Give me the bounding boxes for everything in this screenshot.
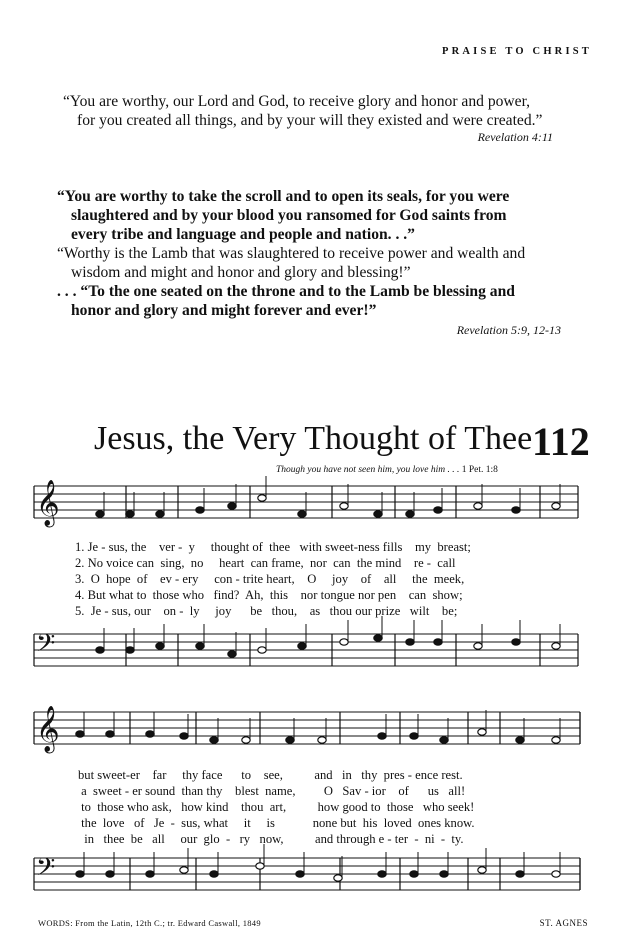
reading-2-line-5: wisdom and might and honor and glory and blessing!” [71, 264, 411, 281]
reading-1-line-1: “You are worthy, our Lord and God, to receive glory and honor and power, [63, 93, 531, 110]
treble-clef: 𝄞 [36, 480, 60, 526]
note-head [126, 511, 134, 517]
note-head [242, 737, 250, 743]
note-head [228, 503, 236, 509]
note-head [334, 875, 342, 881]
reading-2-line-7: honor and glory and might forever and ever!” [71, 302, 377, 319]
note-head [340, 639, 348, 645]
note-head [318, 737, 326, 743]
note-head [410, 733, 418, 739]
note-head [552, 643, 560, 649]
note-head [516, 737, 524, 743]
note-head [256, 863, 264, 869]
note-head [106, 871, 114, 877]
note-head [196, 643, 204, 649]
note-head [296, 871, 304, 877]
note-head [76, 731, 84, 737]
note-head [126, 647, 134, 653]
note-head [210, 871, 218, 877]
epigraph-text: Though you have not seen him, you love him . . . [276, 465, 460, 475]
note-head [516, 871, 524, 877]
verse-line: 5. Je - sus, our on - ly joy be thou, as thou our prize wilt be; [75, 604, 458, 618]
hymn-number: 112 [532, 419, 590, 464]
reading-2-line-2: slaughtered and by your blood you ransomed for God saints from [71, 207, 507, 224]
note-head [146, 871, 154, 877]
note-head [440, 737, 448, 743]
verse-line: 4. But what to those who find? Ah, this nor tongue nor pen can show; [75, 588, 463, 602]
running-header: PRAISE TO CHRIST [441, 46, 592, 57]
note-head [180, 733, 188, 739]
verse-line: but sweet-er far thy face to see, and in thy pres - ence rest. [78, 768, 463, 782]
verse-line: 2. No voice can sing, no heart can frame, nor can the mind re - call [75, 556, 456, 570]
note-head [258, 647, 266, 653]
note-head [196, 507, 204, 513]
reading-1-citation: Revelation 4:11 [477, 130, 553, 144]
note-head [552, 503, 560, 509]
note-head [478, 729, 486, 735]
note-head [552, 871, 560, 877]
hymn-title: Jesus, the Very Thought of Thee [94, 420, 533, 457]
tune-name: ST. AGNES [539, 918, 588, 928]
verse-line: 1. Je - sus, the ver - y thought of thee with sweet-ness fills my breast; [75, 540, 471, 554]
note-head [478, 867, 486, 873]
reading-2-citation: Revelation 5:9, 12-13 [456, 323, 561, 337]
note-head [374, 635, 382, 641]
note-head [210, 737, 218, 743]
verse-line: to those who ask, how kind thou art, how good to those who seek! [78, 800, 475, 814]
note-head [434, 639, 442, 645]
note-head [440, 871, 448, 877]
note-head [552, 737, 560, 743]
reading-2-line-4: “Worthy is the Lamb that was slaughtered to receive power and wealth and [57, 245, 526, 262]
note-head [146, 731, 154, 737]
verse-line: in thee be all our glo - ry now, and through e - ter - ni - ty. [78, 832, 464, 846]
note-head [474, 643, 482, 649]
treble-clef: 𝄞 [36, 706, 60, 752]
note-head [258, 495, 266, 501]
bass-clef: 𝄢 [36, 629, 56, 664]
reading-2-line-3: every tribe and language and people and nation. . .” [71, 226, 415, 243]
note-head [512, 639, 520, 645]
note-head [378, 733, 386, 739]
note-head [96, 647, 104, 653]
note-head [228, 651, 236, 657]
verse-line: 3. O hope of ev - ery con - trite heart, O joy of all the meek, [75, 572, 465, 586]
verse-line: a sweet - er sound than thy blest name, O Sav - ior of us all! [78, 784, 466, 798]
note-head [374, 511, 382, 517]
note-head [298, 643, 306, 649]
verse-line: the love of Je - sus, what it is none but his loved ones know. [78, 816, 475, 830]
reading-2-line-6: . . . “To the one seated on the throne and to the Lamb be blessing and [57, 283, 515, 300]
words-credit: WORDS: From the Latin, 12th C.; tr. Edward Caswall, 1849 [38, 918, 261, 928]
note-head [156, 511, 164, 517]
epigraph-reference: 1 Pet. 1:8 [461, 465, 498, 475]
note-head [378, 871, 386, 877]
note-head [474, 503, 482, 509]
note-head [406, 639, 414, 645]
note-head [96, 511, 104, 517]
note-head [180, 867, 188, 873]
reading-2-line-1: “You are worthy to take the scroll and to open its seals, for you were [57, 188, 510, 205]
note-head [410, 871, 418, 877]
note-head [406, 511, 414, 517]
note-head [156, 643, 164, 649]
reading-1-line-2: for you created all things, and by your will they existed and were created.” [77, 112, 543, 129]
note-head [286, 737, 294, 743]
note-head [512, 507, 520, 513]
note-head [434, 507, 442, 513]
note-head [76, 871, 84, 877]
note-head [298, 511, 306, 517]
bass-clef: 𝄢 [36, 853, 56, 888]
note-head [340, 503, 348, 509]
note-head [106, 731, 114, 737]
